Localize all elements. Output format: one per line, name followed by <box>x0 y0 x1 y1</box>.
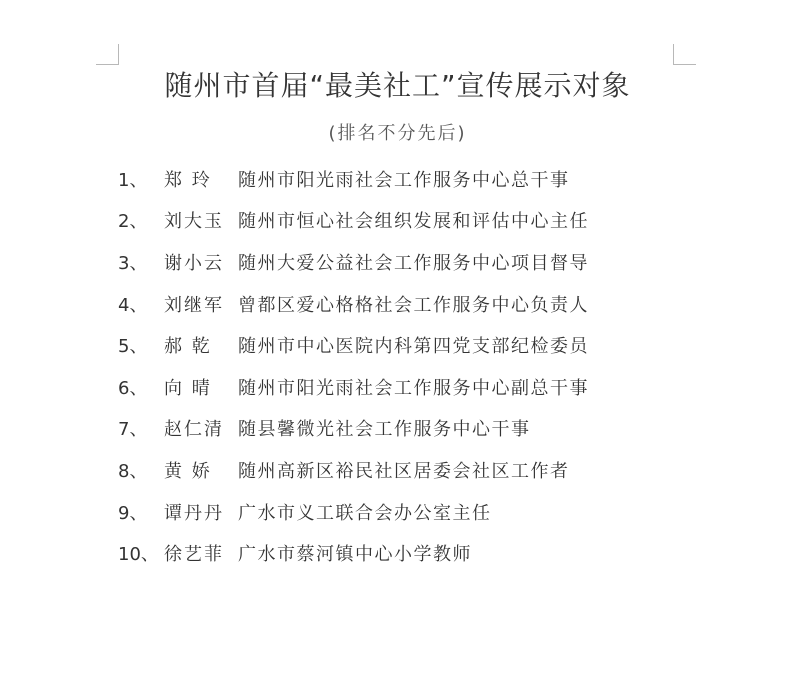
item-name: 谢小云 <box>164 252 224 274</box>
item-role: 随县馨微光社会工作服务中心干事 <box>238 419 531 441</box>
item-name: 徐艺菲 <box>164 544 224 566</box>
list-item <box>118 158 678 200</box>
item-name: 刘大玉 <box>164 211 224 233</box>
page-title: 随州市首届“最美社工”宣传展示对象 <box>164 69 631 102</box>
list-item <box>118 324 678 366</box>
item-role: 随州市阳光雨社会工作服务中心副总干事 <box>238 377 589 399</box>
item-role: 随州高新区裕民社区居委会社区工作者 <box>238 460 570 482</box>
item-number: 4、 <box>118 294 148 316</box>
list-item <box>118 200 678 242</box>
item-number: 2、 <box>118 211 148 233</box>
item-role: 随州市中心医院内科第四党支部纪检委员 <box>238 336 589 358</box>
item-name: 郑 玲 <box>164 169 212 191</box>
list-item <box>118 408 678 450</box>
item-name: 赵仁清 <box>164 419 224 441</box>
list-item <box>118 366 678 408</box>
item-role: 广水市蔡河镇中心小学教师 <box>238 544 472 566</box>
item-name: 黄 娇 <box>164 460 212 482</box>
item-number: 1、 <box>118 169 148 191</box>
item-number: 7、 <box>118 419 148 441</box>
crop-mark-top-left <box>96 44 119 65</box>
item-name: 郝 乾 <box>164 336 212 358</box>
item-role: 广水市义工联合会办公室主任 <box>238 502 492 524</box>
item-name: 谭丹丹 <box>164 502 224 524</box>
item-number: 9、 <box>118 502 148 524</box>
item-role: 随州市恒心社会组织发展和评估中心主任 <box>238 211 589 233</box>
item-number: 8、 <box>118 460 148 482</box>
list-item <box>118 283 678 325</box>
crop-mark-top-right <box>673 44 696 65</box>
list-item <box>118 491 678 533</box>
item-name: 刘继军 <box>164 294 224 316</box>
item-role: 随州市阳光雨社会工作服务中心总干事 <box>238 169 570 191</box>
item-number: 5、 <box>118 336 148 358</box>
item-number: 3、 <box>118 252 148 274</box>
list-item <box>118 241 678 283</box>
list-item <box>118 449 678 491</box>
list-item <box>118 532 678 574</box>
item-role: 随州大爱公益社会工作服务中心项目督导 <box>238 252 589 274</box>
item-role: 曾都区爱心格格社会工作服务中心负责人 <box>238 294 589 316</box>
item-name: 向 晴 <box>164 377 212 399</box>
item-number: 10、 <box>118 544 159 566</box>
item-number: 6、 <box>118 377 148 399</box>
honoree-list <box>118 158 678 574</box>
page-subtitle: (排名不分先后) <box>328 123 467 144</box>
